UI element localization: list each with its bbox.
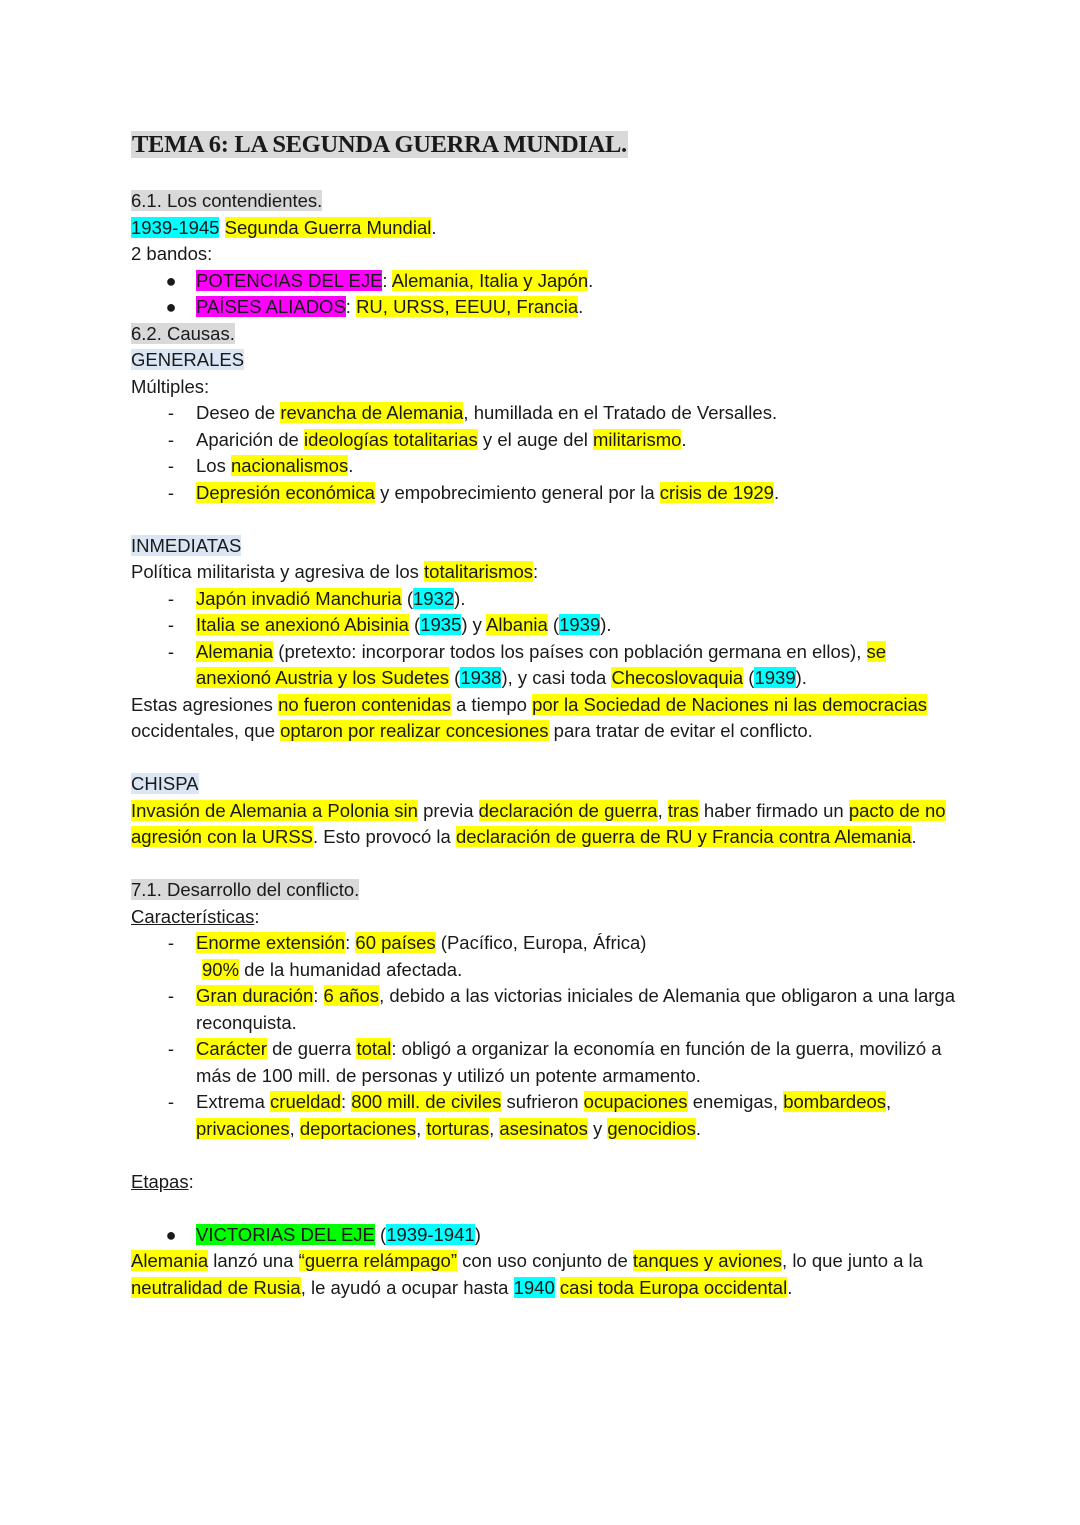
- list-item-japon: - Japón invadió Manchuria (1932).: [131, 586, 961, 613]
- chispa-paragraph: Invasión de Alemania a Polonia sin previa declaración de guerra, tras haber firmado un pacto de no agresión con la URSS. Esto provocó la declaración de guerra de RU y Francia contra Alemania.: [131, 799, 946, 847]
- dash-icon: -: [167, 932, 175, 953]
- spacer: [131, 1195, 961, 1222]
- bullet-icon: ●: [165, 270, 177, 291]
- list-item-victorias-eje: ● VICTORIAS DEL EJE (1939-1941): [131, 1222, 961, 1249]
- dash-icon: -: [167, 428, 175, 450]
- subheading-generales: GENERALES: [131, 349, 245, 370]
- dash-icon: -: [167, 985, 175, 1006]
- spacer: [131, 506, 961, 533]
- document-body: [131, 128, 961, 1301]
- etapas-heading: Etapas:: [131, 1170, 194, 1192]
- list-item-alemania: - Alemania (pretexto: incorporar todos los países con población germana en ellos), se anexionó Austria y los Sudetes (1938), y casi toda Checoslovaquia (1939).: [131, 639, 961, 692]
- dash-icon: -: [167, 640, 175, 662]
- spacer: [131, 745, 961, 772]
- dash-icon: -: [167, 402, 175, 423]
- bullet-icon: ●: [165, 297, 177, 317]
- agresiones-paragraph: Estas agresiones no fueron contenidas a tiempo por la Sociedad de Naciones ni las democracias occidentales, que optaron por realizar concesiones para tratar de evitar el conflicto.: [131, 693, 927, 741]
- dash-icon: -: [167, 455, 175, 476]
- spacer: [131, 1142, 961, 1169]
- subheading-inmediatas: INMEDIATAS: [131, 534, 242, 556]
- list-item-crueldad: - Extrema crueldad: 800 mill. de civiles sufrieron ocupaciones enemigas, bombardeos, privaciones, deportaciones, torturas, asesinatos y genocidios.: [131, 1089, 961, 1142]
- section-heading-6-1: 6.1. Los contendientes.: [131, 190, 323, 211]
- subheading-chispa: CHISPA: [131, 773, 199, 794]
- multiples-line: Múltiples:: [131, 375, 210, 397]
- list-item-eje: ● POTENCIAS DEL EJE: Alemania, Italia y Japón.: [131, 268, 961, 295]
- page-title: TEMA 6: LA SEGUNDA GUERRA MUNDIAL.: [132, 131, 627, 158]
- dash-icon: -: [167, 481, 175, 503]
- dash-icon: -: [167, 614, 175, 635]
- caracteristicas-heading: Características:: [131, 905, 260, 927]
- war-dates-line: 1939-1945 Segunda Guerra Mundial.: [131, 216, 437, 238]
- list-item-cause-2: - Aparición de ideologías totalitarias y el auge del militarismo.: [131, 427, 961, 454]
- spacer: [131, 851, 961, 878]
- list-item-cause-3: - Los nacionalismos.: [131, 453, 961, 480]
- section-heading-6-2: 6.2. Causas.: [131, 322, 235, 344]
- list-item-cause-4: - Depresión económica y empobrecimiento general por la crisis de 1929.: [131, 480, 961, 507]
- inmediatas-intro: Política militarista y agresiva de los totalitarismos:: [131, 561, 539, 582]
- dash-icon: -: [167, 1038, 175, 1059]
- list-item-italia: - Italia se anexionó Abisinia (1935) y Albania (1939).: [131, 612, 961, 639]
- list-item-duracion: - Gran duración: 6 años, debido a las victorias iniciales de Alemania que obligaron a una larga reconquista.: [131, 983, 961, 1036]
- victorias-eje-paragraph: Alemania lanzó una “guerra relámpago” con uso conjunto de tanques y aviones, lo que junto a la neutralidad de Rusia, le ayudó a ocupar hasta 1940 casi toda Europa occidental.: [131, 1250, 923, 1298]
- list-item-cause-1: - Deseo de revancha de Alemania, humillada en el Tratado de Versalles.: [131, 400, 961, 427]
- list-item-extension: - Enorme extensión: 60 países (Pacífico, Europa, África) 90% de la humanidad afectada.: [131, 930, 961, 983]
- section-heading-7-1: 7.1. Desarrollo del conflicto.: [131, 879, 360, 900]
- list-item-aliados: ● PAÍSES ALIADOS: RU, URSS, EEUU, Francia.: [131, 294, 961, 321]
- dash-icon: -: [167, 587, 175, 609]
- bandos-line: 2 bandos:: [131, 243, 213, 264]
- dash-icon: -: [167, 1091, 175, 1112]
- list-item-caracter: - Carácter de guerra total: obligó a organizar la economía en función de la guerra, movilizó a más de 100 mill. de personas y utilizó un potente armamento.: [131, 1036, 961, 1089]
- bullet-icon: ●: [165, 1224, 177, 1245]
